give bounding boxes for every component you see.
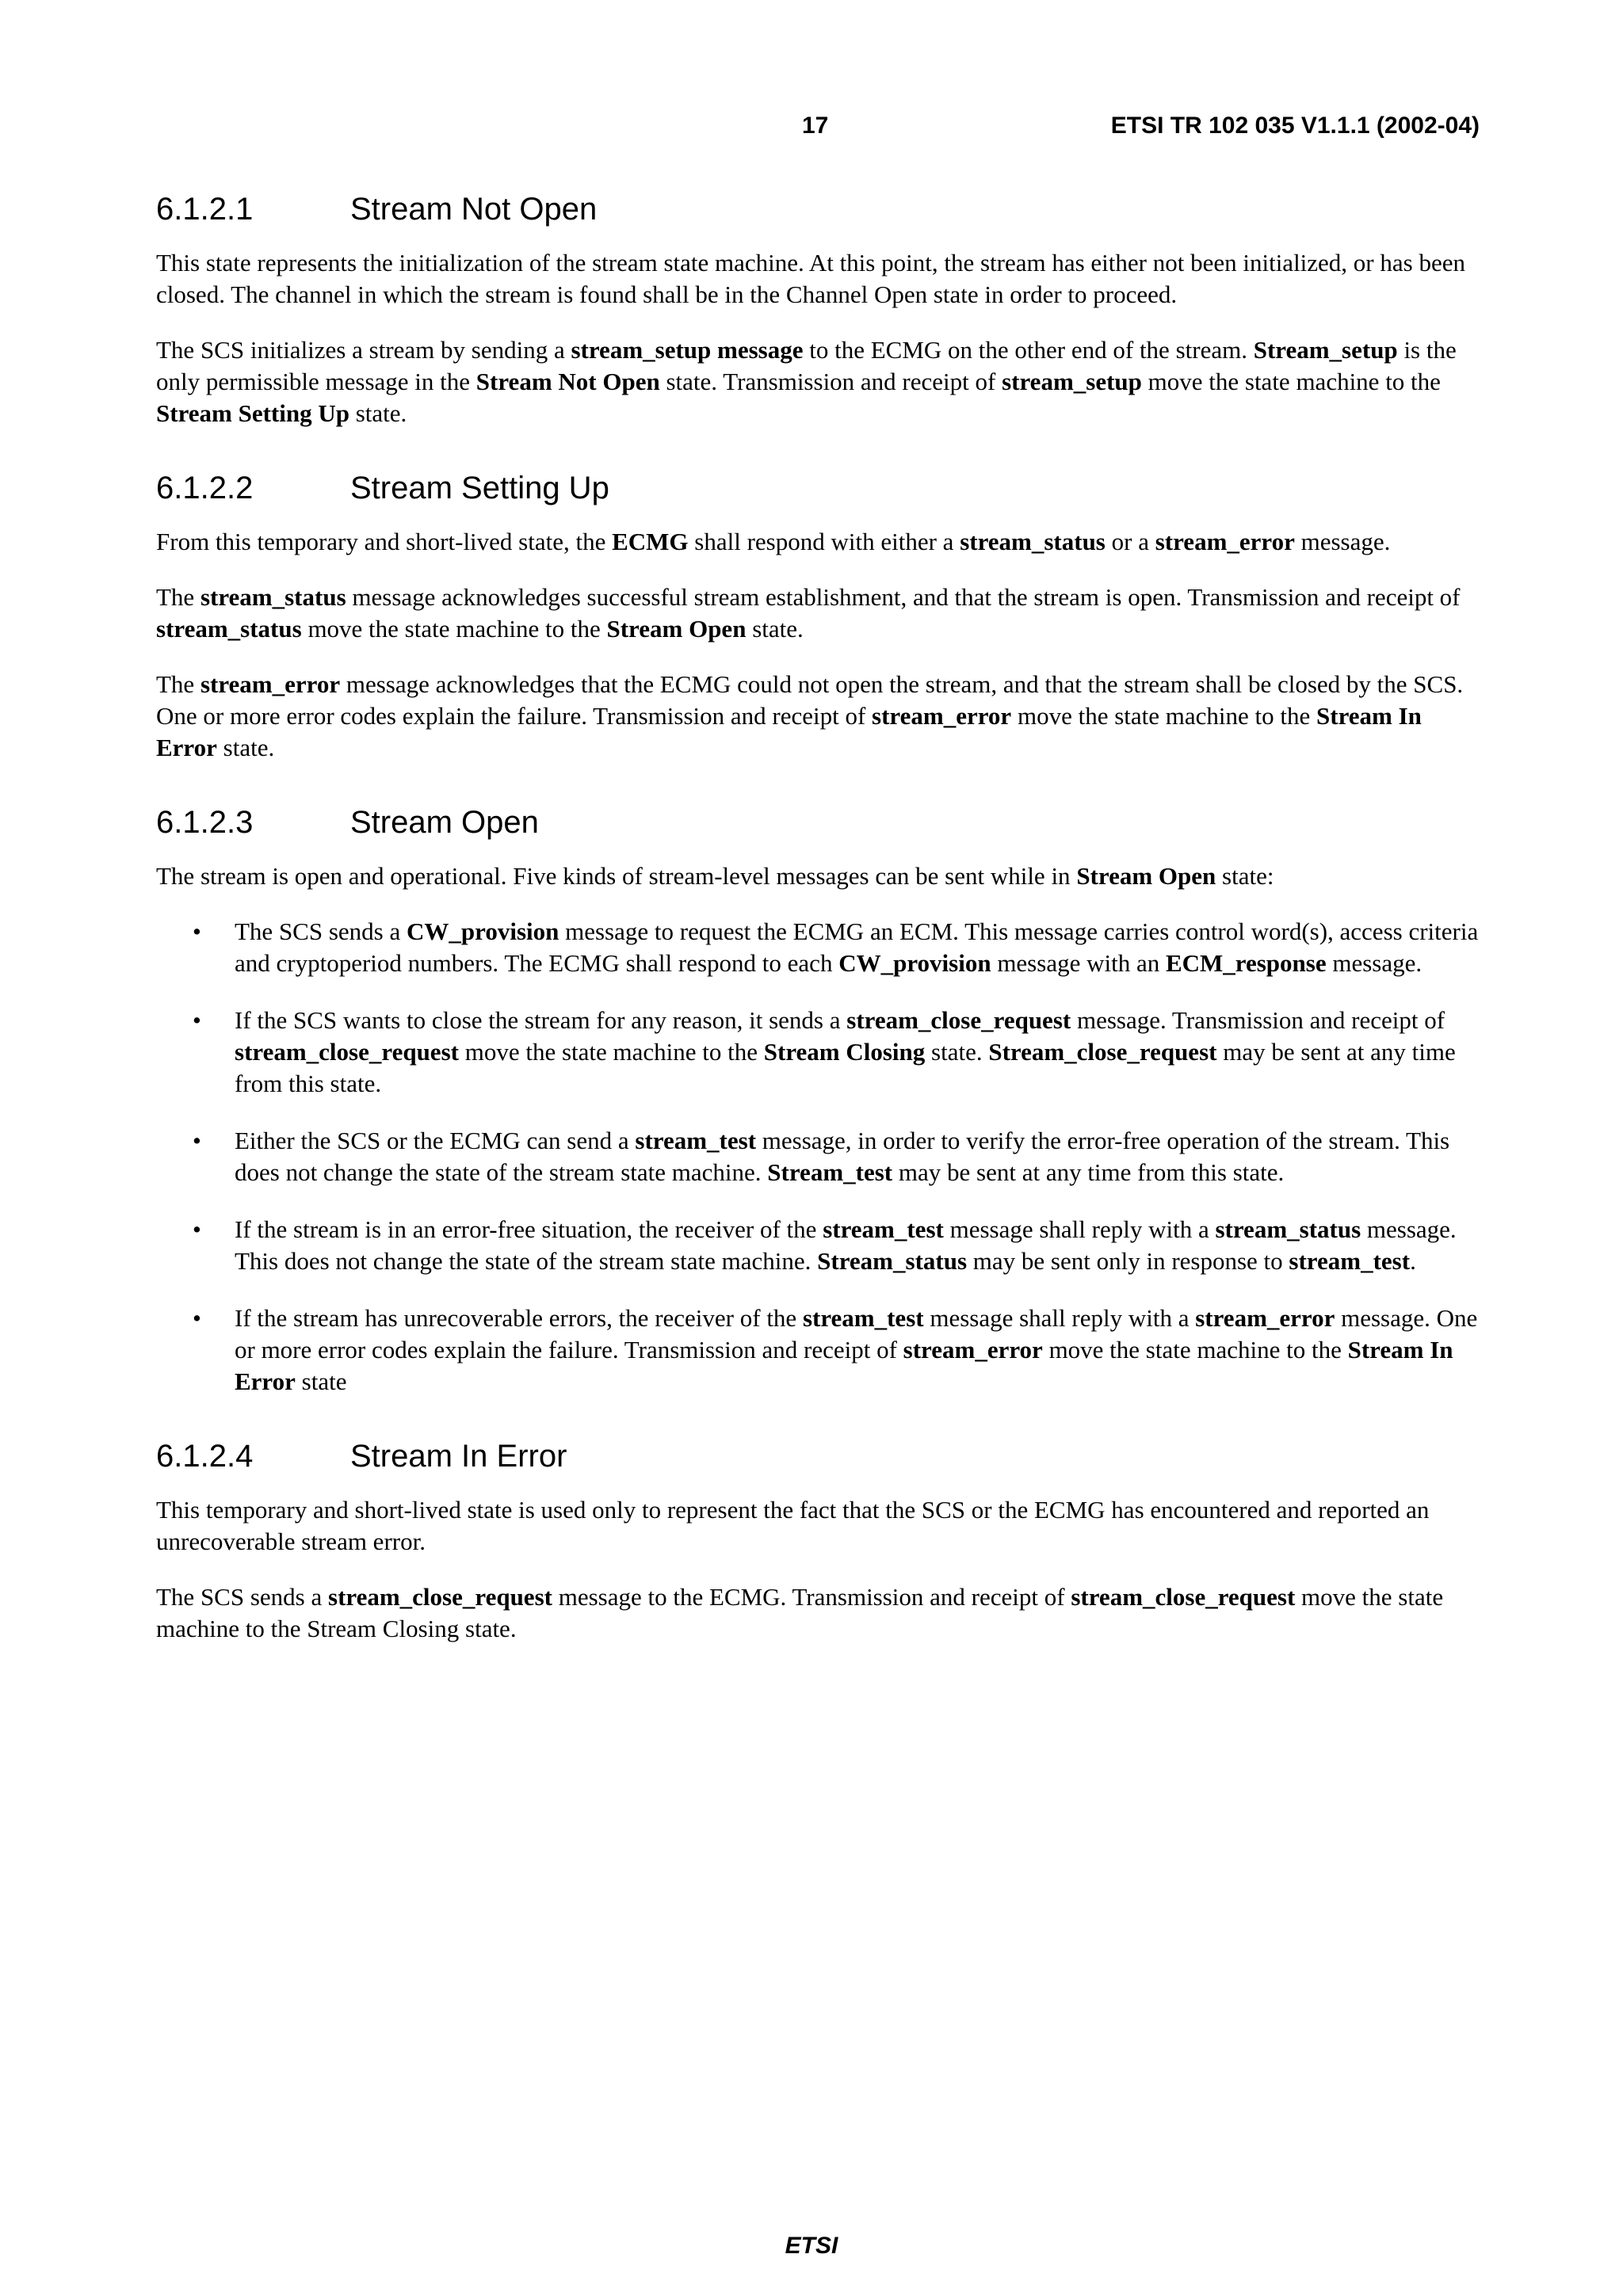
text-run: shall respond with either a [688,528,960,555]
text-run: message. [1294,528,1391,555]
document-reference: ETSI TR 102 035 V1.1.1 (2002-04) [1110,113,1480,139]
text-run: state: [1216,862,1274,890]
list-item [156,916,1481,979]
bold-term: stream_error [200,670,341,698]
paragraph [156,582,1481,645]
text-run: move the state machine to the [301,615,607,643]
list-item [156,1125,1481,1188]
bullet-icon: • [193,1006,201,1034]
bold-term: stream_test [635,1127,757,1154]
bold-term: CW_provision [407,917,559,945]
text-run: move the state machine to the [458,1038,764,1066]
text-run: message shall reply with a [923,1304,1196,1332]
text-run: message. [1326,949,1423,977]
bullet-icon: • [193,917,201,945]
bold-term: stream_error [1155,528,1295,555]
bold-term: ECM_response [1165,949,1327,977]
list-item [156,1214,1481,1277]
bold-term: stream_test [823,1215,944,1243]
list-item [156,1302,1481,1398]
paragraph [156,334,1481,429]
text-run: The [156,670,200,698]
text-run: move the state machine to the [1011,702,1316,730]
text-run: . [1410,1247,1416,1275]
bold-term: ECMG [612,528,689,555]
section-title: Stream Setting Up [350,471,609,505]
text-run: Either the SCS or the ECMG can send a [235,1127,636,1154]
paragraph [156,526,1481,558]
text-run: may be sent at any time from this state. [892,1158,1285,1186]
bold-term: stream_close_request [846,1006,1071,1034]
bold-term: Stream_close_request [988,1038,1217,1066]
bullet-icon: • [193,1304,201,1332]
bold-term: stream_status [1215,1215,1361,1243]
bold-term: stream_status [960,528,1106,555]
text-run: If the stream has unrecoverable errors, the receiver of the [235,1304,803,1332]
text-run: state. Transmission and receipt of [659,368,1002,395]
text-run: is the only permissible message in the [156,336,1457,395]
text-run: From this temporary and short-lived state, the [156,528,613,555]
text-run: message. This does not change the state of the stream state machine. [235,1215,1457,1275]
section-number: 6.1.2.1 [156,192,254,227]
text-run: move the state machine to the Stream Closing state. [156,1583,1444,1642]
text-run: state. [349,399,407,427]
bold-term: stream_test [802,1304,924,1332]
text-run: message acknowledges successful stream establishment, and that the stream is open. Transmission and receipt of [346,583,1461,611]
bullet-list [156,916,1481,1398]
text-run: message. One or more error codes explain the failure. Transmission and receipt of [235,1304,1478,1363]
text-run: state. [925,1038,989,1066]
bold-term: stream_close_request [328,1583,552,1611]
paragraph [156,1494,1481,1558]
text-run: The SCS initializes a stream by sending a [156,336,571,364]
bold-term: Stream_status [817,1247,968,1275]
bullet-icon: • [193,1215,201,1243]
bold-term: stream_close_request [235,1038,459,1066]
bold-term: stream_setup [1002,368,1142,395]
section-number: 6.1.2.4 [156,1439,254,1474]
section-number: 6.1.2.3 [156,805,254,840]
page-number: 17 [802,113,829,139]
bold-term: stream_close_request [1071,1583,1296,1611]
bold-term: stream_error [872,702,1012,730]
text-run: message. Transmission and receipt of [1071,1006,1445,1034]
bold-term: stream_status [200,583,346,611]
text-run: The [156,583,200,611]
bullet-icon: • [193,1127,201,1154]
text-run: The SCS sends a [235,917,407,945]
text-run: move the state machine to the [1141,368,1441,395]
paragraph [156,1581,1481,1645]
text-run: message to request the ECMG an ECM. This message carries control word(s), access criteria and cryptoperiod numbers. The ECMG shall respond to each [235,917,1479,977]
bold-term: stream_setup message [571,336,804,364]
bold-term: stream_error [1195,1304,1335,1332]
text-run: message shall reply with a [943,1215,1216,1243]
text-run: state [295,1367,347,1395]
text-run: state. [746,615,804,643]
bold-term: Stream Closing [763,1038,926,1066]
bold-term: stream_test [1289,1247,1411,1275]
section-title: Stream In Error [350,1439,567,1474]
bold-term: Stream_setup [1253,336,1398,364]
text-run: move the state machine to the [1042,1336,1348,1363]
document-body [156,189,1481,1683]
text-run: message to the ECMG. Transmission and receipt of [552,1583,1071,1611]
bold-term: Stream In Error [156,702,1422,761]
paragraph [156,247,1481,311]
bold-term: Stream Not Open [475,368,660,395]
bold-term: stream_status [156,615,302,643]
section-heading [156,189,1481,230]
text-run: message acknowledges that the ECMG could not open the stream, and that the stream shall be closed by the SCS. One or more error codes explain the failure. Transmission and receipt of [156,670,1464,730]
section-heading [156,1436,1481,1477]
bold-term: Stream Open [1076,862,1216,890]
text-run: If the SCS wants to close the stream for any reason, it sends a [235,1006,847,1034]
section-title: Stream Not Open [350,192,598,227]
text-run: may be sent at any time from this state. [235,1038,1456,1097]
paragraph [156,860,1481,892]
bold-term: CW_provision [838,949,991,977]
text-run: The SCS sends a [156,1583,328,1611]
text-run: If the stream is in an error-free situation, the receiver of the [235,1215,823,1243]
paragraph [156,669,1481,764]
text-run: This state represents the initialization of the stream state machine. At this point, the stream has either not been initialized, or has been closed. The channel in which the stream is found shall be in the Channel Open state in order to proceed. [156,249,1465,308]
text-run: The stream is open and operational. Five kinds of stream-level messages can be sent while in [156,862,1077,890]
bold-term: Stream_test [767,1158,893,1186]
section-heading [156,802,1481,843]
section-heading [156,467,1481,509]
text-run: This temporary and short-lived state is used only to represent the fact that the SCS or the ECMG has encountered and reported an unrecoverable stream error. [156,1496,1430,1555]
bold-term: Stream Open [606,615,747,643]
text-run: or a [1105,528,1155,555]
bold-term: Stream Setting Up [156,399,349,427]
text-run: state. [216,734,275,761]
section-title: Stream Open [350,805,539,840]
section-number: 6.1.2.2 [156,471,254,505]
text-run: may be sent only in response to [967,1247,1289,1275]
bold-term: Stream In Error [235,1336,1453,1395]
page-footer: ETSI [785,2233,838,2259]
page-header [0,113,1623,152]
text-run: to the ECMG on the other end of the stream. [803,336,1254,364]
list-item [156,1005,1481,1100]
bold-term: stream_error [903,1336,1043,1363]
text-run: message with an [991,949,1166,977]
text-run: message, in order to verify the error-free operation of the stream. This does not change the state of the stream state machine. [235,1127,1450,1186]
